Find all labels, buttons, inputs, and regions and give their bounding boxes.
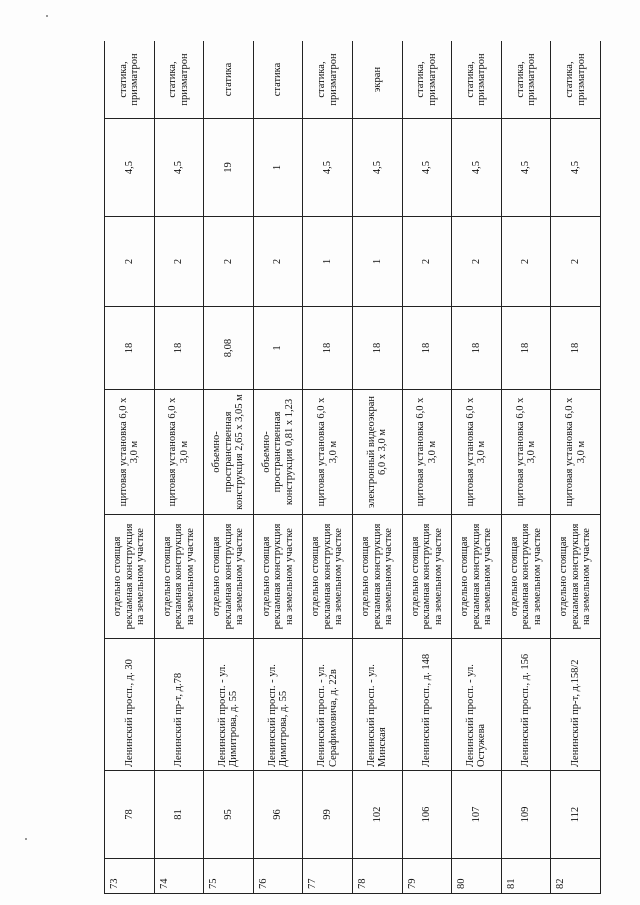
table-row (204, 41, 254, 894)
area-cell: 18 (402, 307, 452, 390)
row-number-cell: 81 (501, 859, 551, 894)
area-cell: 18 (352, 307, 402, 390)
table-row (452, 41, 502, 894)
placement-cell: отдельно стоящая рекламная конструкция на земельном участке (204, 515, 254, 639)
sides-cell: 2 (501, 217, 551, 307)
display-kind-cell: статика (204, 41, 254, 119)
row-number-cell: 79 (402, 859, 452, 894)
address-cell: Ленинский просп. - ул. Димитрова, д. 55 (253, 639, 303, 771)
sides-cell: 1 (352, 217, 402, 307)
structure-id-cell: 96 (253, 771, 303, 859)
structure-type-cell: щитовая установка 6,0 х 3,0 м (452, 390, 502, 515)
address-cell: Ленинский просп. - ул. Димитрова, д. 55 (204, 639, 254, 771)
display-kind-cell: статика, призматрон (452, 41, 502, 119)
structure-id-cell: 112 (551, 771, 601, 859)
row-number-cell: 82 (551, 859, 601, 894)
placement-cell: отдельно стоящая рекламная конструкция на земельном участке (501, 515, 551, 639)
address-cell: Ленинский просп. - ул. Остужева (452, 639, 502, 771)
address-cell: Ленинский пр-т, д.158/2 (551, 639, 601, 771)
structure-type-cell: щитовая установка 6,0 х 3,0 м (303, 390, 353, 515)
rotated-table-container (104, 41, 601, 894)
document-page (104, 41, 601, 894)
area-cell: 8,08 (204, 307, 254, 390)
sides-cell: 1 (303, 217, 353, 307)
area-cell: 18 (303, 307, 353, 390)
address-cell: Ленинский просп., д. 30 (105, 639, 155, 771)
table-row (352, 41, 402, 894)
height-cell: 1 (253, 119, 303, 217)
height-cell: 4,5 (501, 119, 551, 217)
address-cell: Ленинский просп., д. 148 (402, 639, 452, 771)
row-number-cell: 75 (204, 859, 254, 894)
placement-cell: отдельно стоящая рекламная конструкция на земельном участке (105, 515, 155, 639)
height-cell: 19 (204, 119, 254, 217)
placement-cell: отдельно стоящая рекламная конструкция на земельном участке (253, 515, 303, 639)
height-cell: 4,5 (402, 119, 452, 217)
row-number-cell: 73 (105, 859, 155, 894)
placement-cell: отдельно стоящая рекламная конструкция на земельном участке (551, 515, 601, 639)
address-cell: Ленинский просп. - ул. Минская (352, 639, 402, 771)
row-number-cell: 80 (452, 859, 502, 894)
sides-cell: 2 (402, 217, 452, 307)
placement-cell: отдельно стоящая рекламная конструкция на земельном участке (402, 515, 452, 639)
height-cell: 4,5 (352, 119, 402, 217)
display-kind-cell: статика, призматрон (154, 41, 204, 119)
display-kind-cell: статика, призматрон (105, 41, 155, 119)
placement-cell: отдельно стоящая рекламная конструкция на земельном участке (452, 515, 502, 639)
height-cell: 4,5 (452, 119, 502, 217)
height-cell: 4,5 (105, 119, 155, 217)
advertising-structures-table (104, 41, 601, 894)
table-row (303, 41, 353, 894)
table-row (501, 41, 551, 894)
row-number-cell: 77 (303, 859, 353, 894)
structure-type-cell: щитовая установка 6,0 х 3,0 м (105, 390, 155, 515)
structure-type-cell: щитовая установка 6,0 х 3,0 м (551, 390, 601, 515)
area-cell: 18 (154, 307, 204, 390)
display-kind-cell: статика, призматрон (551, 41, 601, 119)
address-cell: Ленинский пр-т, д.78 (154, 639, 204, 771)
structure-type-cell: щитовая установка 6,0 х 3,0 м (154, 390, 204, 515)
structure-id-cell: 78 (105, 771, 155, 859)
structure-id-cell: 99 (303, 771, 353, 859)
row-number-cell: 74 (154, 859, 204, 894)
structure-type-cell: объемно-пространственная конструкция 0,81 х 1,23 (253, 390, 303, 515)
row-number-cell: 78 (352, 859, 402, 894)
scan-speck (46, 15, 48, 17)
address-cell: Ленинский просп. - ул. Серафимовича, д. 22в (303, 639, 353, 771)
scan-speck (25, 838, 27, 840)
sides-cell: 2 (452, 217, 502, 307)
sides-cell: 2 (253, 217, 303, 307)
table-row (551, 41, 601, 894)
sides-cell: 2 (551, 217, 601, 307)
sides-cell: 2 (204, 217, 254, 307)
table-row (402, 41, 452, 894)
structure-type-cell: щитовая установка 6,0 х 3,0 м (402, 390, 452, 515)
sides-cell: 2 (105, 217, 155, 307)
structure-type-cell: объемно-пространственная конструкция 2,65 х 3,05 м (204, 390, 254, 515)
row-number-cell: 76 (253, 859, 303, 894)
structure-id-cell: 81 (154, 771, 204, 859)
table-row (154, 41, 204, 894)
placement-cell: отдельно стоящая рекламная конструкция на земельном участке (352, 515, 402, 639)
area-cell: 18 (501, 307, 551, 390)
height-cell: 4,5 (154, 119, 204, 217)
structure-id-cell: 107 (452, 771, 502, 859)
display-kind-cell: экран (352, 41, 402, 119)
address-cell: Ленинский просп., д. 156 (501, 639, 551, 771)
structure-type-cell: щитовая установка 6,0 х 3,0 м (501, 390, 551, 515)
display-kind-cell: статика, призматрон (402, 41, 452, 119)
table-row (105, 41, 155, 894)
display-kind-cell: статика, призматрон (303, 41, 353, 119)
area-cell: 1 (253, 307, 303, 390)
display-kind-cell: статика (253, 41, 303, 119)
area-cell: 18 (105, 307, 155, 390)
structure-id-cell: 102 (352, 771, 402, 859)
structure-type-cell: электронный видеоэкран 6,0 х 3,0 м (352, 390, 402, 515)
height-cell: 4,5 (303, 119, 353, 217)
placement-cell: отдельно стоящая рекламная конструкция на земельном участке (303, 515, 353, 639)
display-kind-cell: статика, призматрон (501, 41, 551, 119)
area-cell: 18 (452, 307, 502, 390)
sides-cell: 2 (154, 217, 204, 307)
table-row (253, 41, 303, 894)
placement-cell: отдельно стоящая рекламная конструкция на земельном участке (154, 515, 204, 639)
structure-id-cell: 95 (204, 771, 254, 859)
height-cell: 4,5 (551, 119, 601, 217)
area-cell: 18 (551, 307, 601, 390)
structure-id-cell: 106 (402, 771, 452, 859)
structure-id-cell: 109 (501, 771, 551, 859)
